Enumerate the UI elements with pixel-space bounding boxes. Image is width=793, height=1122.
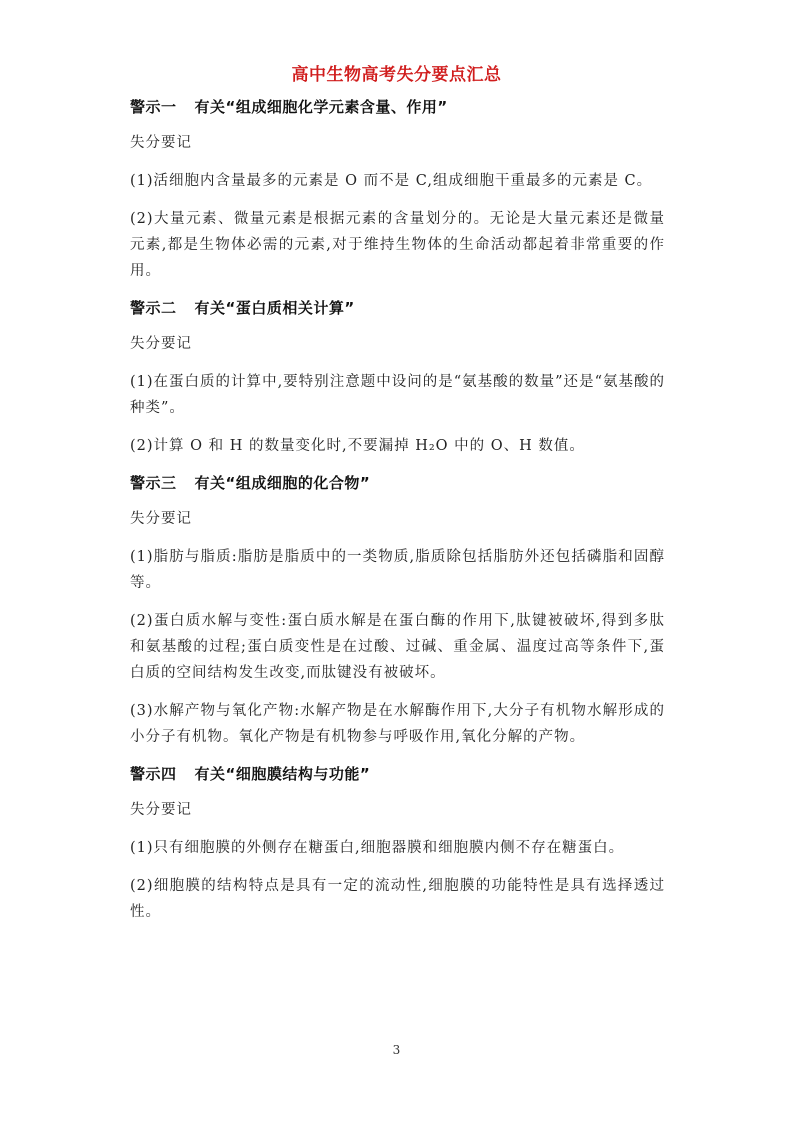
section-warning-3 [130,472,665,750]
paragraph: (2)大量元素、微量元素是根据元素的含量划分的。无论是大量元素还是微量元素,都是生物体必需的元素,对于维持生物体的生命活动都起着非常重要的作用。 [130,211,665,279]
paragraph: (2)计算 O 和 H 的数量变化时,不要漏掉 H₂O 中的 O、H 数值。 [130,438,585,454]
section-warning-2 [130,297,665,459]
document-body [130,96,665,925]
paragraph: (2)细胞膜的结构特点是具有一定的流动性,细胞膜的功能特性是具有选择透过性。 [130,878,665,920]
section-number: 警示一 [130,98,177,116]
section-subheading: 失分要记 [130,336,192,352]
document-title: 高中生物高考失分要点汇总 [291,65,502,85]
section-heading [130,472,665,494]
paragraph: (1)活细胞内含量最多的元素是 O 而不是 C,组成细胞干重最多的元素是 C。 [130,173,653,189]
section-warning-4 [130,763,665,925]
section-warning-1 [130,96,665,284]
section-number: 警示二 [130,299,177,317]
section-heading [130,297,665,319]
paragraph: (1)只有细胞膜的外侧存在糖蛋白,细胞器膜和细胞膜内侧不存在糖蛋白。 [130,840,625,856]
section-number: 警示三 [130,474,177,492]
section-heading-text: 有关“组成细胞的化合物” [194,474,371,492]
paragraph: (3)水解产物与氧化产物:水解产物是在水解酶作用下,大分子有机物水解形成的小分子有机物。氧化产物是有机物参与呼吸作用,氧化分解的产物。 [130,703,665,745]
paragraph: (1)在蛋白质的计算中,要特别注意题中设问的是“氨基酸的数量”还是“氨基酸的种类”。 [130,374,665,416]
section-subheading: 失分要记 [130,511,192,527]
section-heading-text: 有关“组成细胞化学元素含量、作用” [194,98,448,116]
section-subheading: 失分要记 [130,135,192,151]
paragraph: (1)脂肪与脂质:脂肪是脂质中的一类物质,脂质除包括脂肪外还包括磷脂和固醇等。 [130,549,665,591]
section-heading [130,96,665,118]
page-number: 3 [392,1043,401,1057]
section-heading-text: 有关“细胞膜结构与功能” [194,765,371,783]
section-heading [130,763,665,785]
section-subheading: 失分要记 [130,802,192,818]
paragraph: (2)蛋白质水解与变性:蛋白质水解是在蛋白酶的作用下,肽键被破坏,得到多肽和氨基酸的过程;蛋白质变性是在过酸、过碱、重金属、温度过高等条件下,蛋白质的空间结构发生改变,而肽键没有被破坏。 [130,613,665,681]
section-number: 警示四 [130,765,177,783]
section-heading-text: 有关“蛋白质相关计算” [194,299,355,317]
